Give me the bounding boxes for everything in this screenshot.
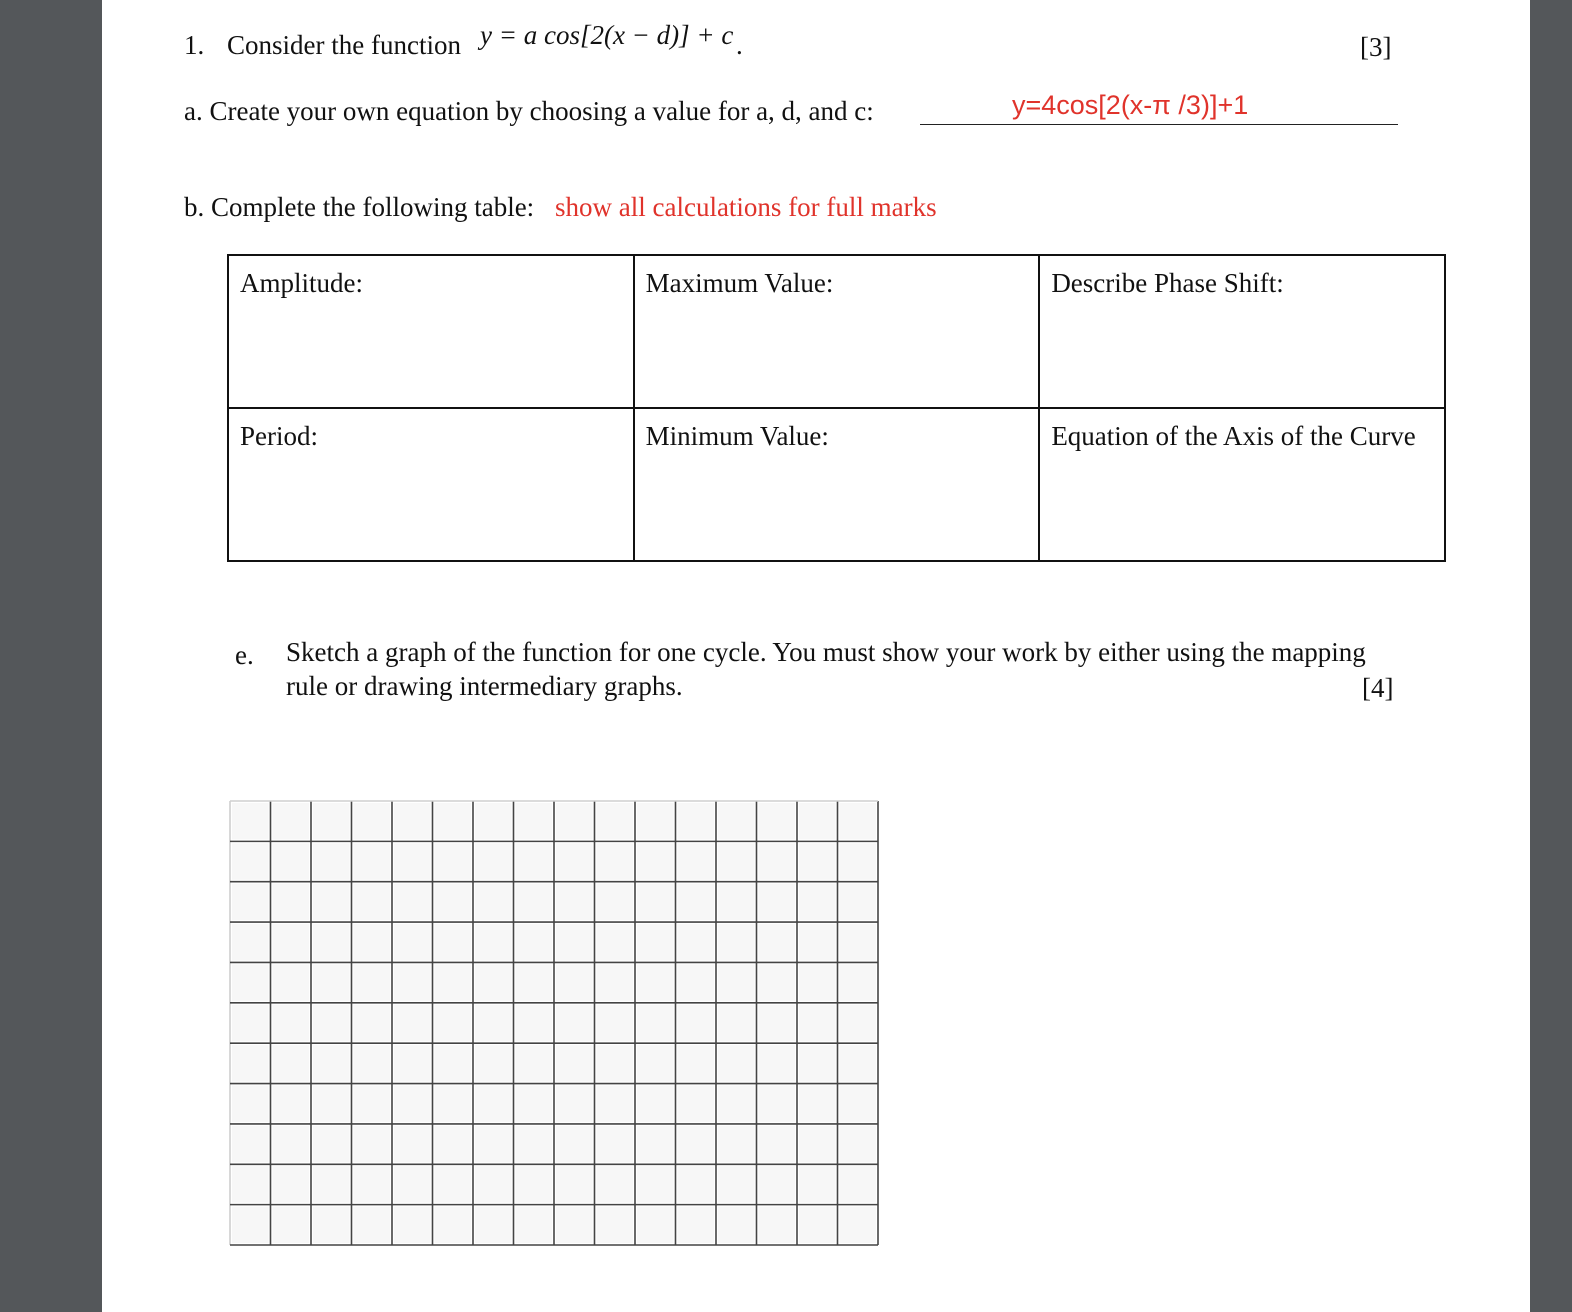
grid-cell	[435, 1126, 472, 1162]
grid-cell	[516, 1086, 553, 1122]
part-e-line1: Sketch a graph of the function for one cycle. You must show your work by either using the mapping	[286, 637, 1366, 667]
grid-cell	[678, 1045, 715, 1081]
grid-cell	[475, 1207, 512, 1243]
grid-cell	[556, 803, 593, 839]
grid-cell	[759, 1166, 796, 1202]
grid-cell	[435, 964, 472, 1000]
grid-cell	[718, 1207, 755, 1243]
part-a-prompt: a. Create your own equation by choosing a value for a, d, and c:	[184, 96, 874, 126]
grid-cell	[435, 1166, 472, 1202]
formula-period: .	[736, 30, 743, 60]
grid-cell	[637, 803, 674, 839]
grid-cell	[556, 964, 593, 1000]
grid-cell	[475, 1045, 512, 1081]
grid-cell	[394, 803, 431, 839]
grid-cell	[637, 1126, 674, 1162]
grid-cell	[799, 1045, 836, 1081]
grid-cell	[597, 1126, 634, 1162]
grid-cell	[516, 803, 553, 839]
grid-cell	[394, 1005, 431, 1041]
grid-cell	[313, 803, 350, 839]
grid-cell	[597, 1207, 634, 1243]
grid-cell	[718, 1126, 755, 1162]
grid-cell	[516, 1166, 553, 1202]
grid-cell	[435, 843, 472, 879]
grid-cell	[840, 1045, 877, 1081]
grid-cell	[718, 964, 755, 1000]
grid-cell	[597, 843, 634, 879]
grid-cell	[840, 1086, 877, 1122]
grid-cell	[516, 1126, 553, 1162]
grid-cell	[354, 1207, 391, 1243]
grid-cell	[556, 884, 593, 920]
grid-cell	[759, 964, 796, 1000]
cell-amplitude[interactable]: Amplitude:	[228, 255, 634, 408]
part-a-answer: y=4cos[2(x-π /3)]+1	[1012, 90, 1249, 120]
grid-cell	[637, 1005, 674, 1041]
grid-cell	[718, 1086, 755, 1122]
grid-cell	[597, 1045, 634, 1081]
grid-cell	[637, 1086, 674, 1122]
cell-period[interactable]: Period:	[228, 408, 634, 561]
grid-cell	[394, 1207, 431, 1243]
grid-cell	[637, 1045, 674, 1081]
cell-maximum-value[interactable]: Maximum Value:	[634, 255, 1040, 408]
grid-cell	[313, 1207, 350, 1243]
grid-cell	[232, 803, 269, 839]
table-row	[228, 408, 1445, 561]
grid-cell	[475, 884, 512, 920]
grid-cell	[475, 1005, 512, 1041]
grid-cell	[394, 964, 431, 1000]
grid-cell	[678, 1005, 715, 1041]
graph-grid[interactable]	[229, 800, 879, 1246]
grid-cell	[273, 884, 310, 920]
grid-cell	[273, 1005, 310, 1041]
cell-minimum-value[interactable]: Minimum Value:	[634, 408, 1040, 561]
grid-cell	[313, 964, 350, 1000]
grid-cell	[354, 884, 391, 920]
grid-cell	[597, 964, 634, 1000]
grid-cell	[799, 1166, 836, 1202]
grid-cell	[475, 924, 512, 960]
grid-cell	[273, 964, 310, 1000]
grid-cell	[354, 843, 391, 879]
part-e-line2: rule or drawing intermediary graphs.	[286, 671, 683, 701]
grid-cell	[556, 1126, 593, 1162]
grid-cell	[313, 1005, 350, 1041]
grid-cell	[273, 1045, 310, 1081]
grid-cell	[354, 964, 391, 1000]
part-e-label: e.	[235, 640, 254, 670]
grid-cell	[313, 1166, 350, 1202]
grid-cell	[516, 1045, 553, 1081]
grid-cell	[759, 803, 796, 839]
grid-cell	[840, 843, 877, 879]
grid-cell	[273, 924, 310, 960]
grid-cell	[678, 803, 715, 839]
grid-cell	[637, 884, 674, 920]
grid-cell	[435, 1045, 472, 1081]
grid-cell	[759, 1005, 796, 1041]
grid-cell	[475, 1126, 512, 1162]
grid-cell	[354, 1005, 391, 1041]
grid-cell	[678, 964, 715, 1000]
grid-cell	[678, 1086, 715, 1122]
cell-phase-shift[interactable]: Describe Phase Shift:	[1039, 255, 1445, 408]
grid-cell	[313, 1045, 350, 1081]
grid-cell	[313, 843, 350, 879]
grid-cell	[516, 1207, 553, 1243]
grid-cell	[273, 1126, 310, 1162]
grid-cell	[516, 843, 553, 879]
grid-cell	[435, 924, 472, 960]
grid-cell	[232, 1207, 269, 1243]
grid-cell	[556, 1086, 593, 1122]
grid-cell	[273, 1166, 310, 1202]
grid-cell	[556, 1166, 593, 1202]
grid-cell	[678, 884, 715, 920]
grid-cell	[273, 843, 310, 879]
grid-cell	[232, 1005, 269, 1041]
grid-cell	[759, 1207, 796, 1243]
grid-cell	[637, 1207, 674, 1243]
grid-cell	[840, 964, 877, 1000]
grid-cell	[435, 1086, 472, 1122]
grid-cell	[799, 1126, 836, 1162]
grid-cell	[232, 1126, 269, 1162]
grid-cell	[394, 884, 431, 920]
grid-cell	[597, 1166, 634, 1202]
grid-cell	[435, 803, 472, 839]
grid-cell	[678, 1126, 715, 1162]
grid-cell	[475, 1086, 512, 1122]
grid-cell	[232, 924, 269, 960]
grid-cell	[718, 1166, 755, 1202]
part-b-prompt: b. Complete the following table:	[184, 192, 535, 222]
grid-cell	[759, 843, 796, 879]
grid-cell	[556, 843, 593, 879]
grid-cell	[394, 1166, 431, 1202]
grid-cell	[597, 1005, 634, 1041]
grid-cell	[799, 924, 836, 960]
graph-grid-svg	[229, 800, 879, 1246]
cell-axis-equation[interactable]: Equation of the Axis of the Curve	[1039, 408, 1445, 561]
grid-cell	[718, 884, 755, 920]
grid-cell	[759, 1086, 796, 1122]
grid-cell	[313, 884, 350, 920]
grid-cell	[840, 924, 877, 960]
grid-cell	[232, 1166, 269, 1202]
grid-cell	[232, 1045, 269, 1081]
grid-cell	[556, 1005, 593, 1041]
grid-cell	[597, 924, 634, 960]
grid-cell	[799, 964, 836, 1000]
grid-cell	[799, 1207, 836, 1243]
grid-cell	[435, 884, 472, 920]
grid-cell	[516, 924, 553, 960]
grid-cell	[840, 1126, 877, 1162]
grid-cell	[232, 884, 269, 920]
grid-cell	[394, 1045, 431, 1081]
grid-cell	[313, 1126, 350, 1162]
grid-cell	[597, 884, 634, 920]
properties-table	[227, 254, 1446, 562]
grid-cell	[516, 1005, 553, 1041]
table-row	[228, 255, 1445, 408]
grid-cell	[475, 964, 512, 1000]
grid-cell	[273, 1207, 310, 1243]
grid-cell	[637, 1166, 674, 1202]
grid-cell	[678, 1166, 715, 1202]
grid-cell	[637, 843, 674, 879]
grid-cell	[718, 803, 755, 839]
question-stem: Consider the function	[227, 30, 461, 60]
grid-cell	[556, 1207, 593, 1243]
grid-cell	[799, 1005, 836, 1041]
grid-cell	[394, 924, 431, 960]
function-formula: y = a cos[2(x − d)] + c	[480, 20, 734, 50]
grid-cell	[475, 1166, 512, 1202]
question-marks: [3]	[1360, 32, 1392, 62]
grid-cell	[678, 843, 715, 879]
grid-cell	[354, 803, 391, 839]
grid-cell	[556, 924, 593, 960]
grid-cell	[273, 803, 310, 839]
grid-cell	[840, 1166, 877, 1202]
grid-cell	[637, 924, 674, 960]
grid-cell	[840, 884, 877, 920]
grid-cell	[354, 1126, 391, 1162]
grid-cell	[354, 1045, 391, 1081]
grid-cell	[516, 884, 553, 920]
grid-cell	[516, 964, 553, 1000]
grid-cell	[597, 803, 634, 839]
grid-cell	[718, 1005, 755, 1041]
grid-cell	[840, 1207, 877, 1243]
grid-cell	[597, 1086, 634, 1122]
grid-cell	[475, 843, 512, 879]
grid-cell	[232, 843, 269, 879]
grid-cell	[678, 1207, 715, 1243]
grid-cell	[394, 1086, 431, 1122]
grid-cell	[799, 884, 836, 920]
grid-cell	[435, 1207, 472, 1243]
grid-cell	[678, 924, 715, 960]
grid-cell	[556, 1045, 593, 1081]
grid-cell	[475, 803, 512, 839]
grid-cell	[313, 1086, 350, 1122]
grid-cell	[799, 1086, 836, 1122]
grid-cell	[759, 1045, 796, 1081]
grid-cell	[354, 1086, 391, 1122]
grid-cell	[799, 803, 836, 839]
grid-cell	[232, 964, 269, 1000]
grid-cell	[354, 1166, 391, 1202]
part-b-note: show all calculations for full marks	[555, 192, 937, 222]
grid-cell	[435, 1005, 472, 1041]
worksheet-page	[102, 0, 1530, 1312]
grid-cell	[718, 843, 755, 879]
grid-cell	[759, 884, 796, 920]
grid-cell	[394, 1126, 431, 1162]
grid-cell	[637, 964, 674, 1000]
question-number: 1.	[184, 30, 205, 60]
grid-cell	[840, 1005, 877, 1041]
grid-cell	[759, 924, 796, 960]
grid-cell	[840, 803, 877, 839]
answer-blank-line	[920, 124, 1398, 125]
grid-cell	[718, 924, 755, 960]
grid-cell	[394, 843, 431, 879]
grid-cell	[799, 843, 836, 879]
part-e-marks: [4]	[1362, 673, 1394, 703]
grid-cell	[232, 1086, 269, 1122]
grid-cell	[273, 1086, 310, 1122]
grid-cell	[759, 1126, 796, 1162]
grid-cell	[313, 924, 350, 960]
grid-cell	[354, 924, 391, 960]
grid-cell	[718, 1045, 755, 1081]
